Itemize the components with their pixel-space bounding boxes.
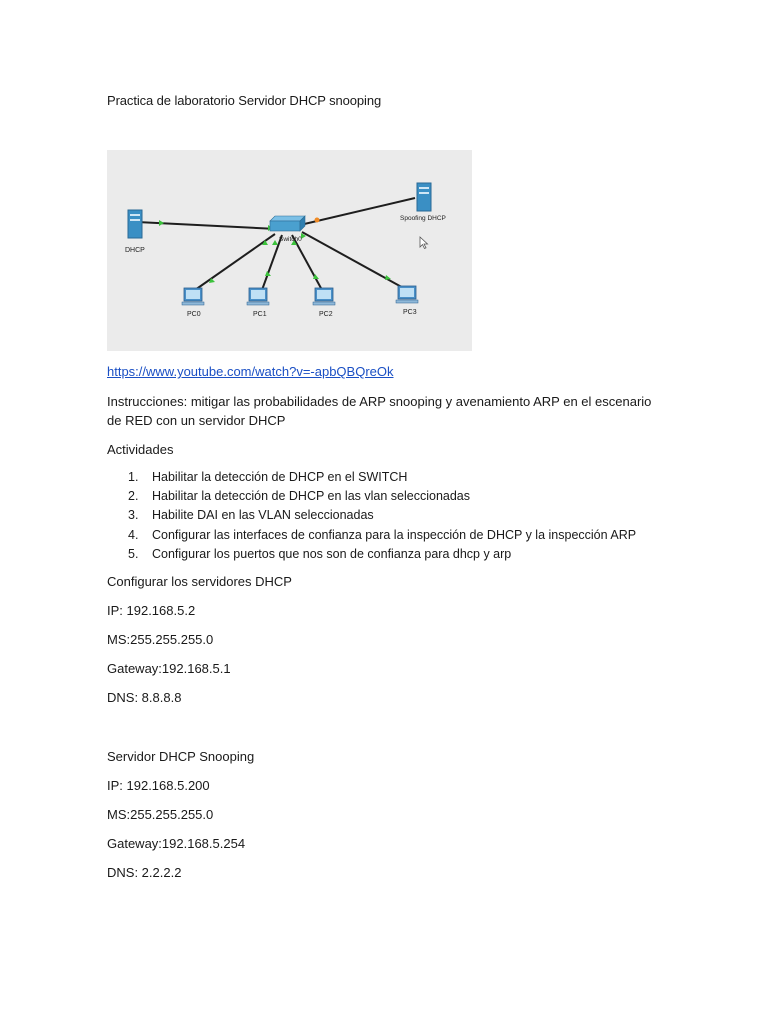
server1-ip: IP: 192.168.5.2 xyxy=(107,603,196,618)
link-switch-pc0 xyxy=(195,234,275,290)
list-item: 3. Habilite DAI en las VLAN seleccionadas xyxy=(128,508,374,523)
page-title: Practica de laboratorio Servidor DHCP snooping xyxy=(107,93,382,108)
pc1-label: PC1 xyxy=(253,311,267,318)
spoofing-server-icon xyxy=(417,183,431,211)
pc2-icon xyxy=(313,288,335,305)
pc2-label: PC2 xyxy=(319,311,333,318)
pc3-icon xyxy=(396,286,418,303)
list-item: 1. Habilitar la detección de DHCP en el SWITCH xyxy=(128,470,408,484)
cursor-icon xyxy=(420,237,428,249)
snooping-server-heading: Servidor DHCP Snooping xyxy=(107,749,255,764)
pc0-label: PC0 xyxy=(187,311,201,318)
link-dhcp-switch xyxy=(137,222,277,229)
server2-mask: MS:255.255.255.0 xyxy=(107,807,214,822)
instructions-paragraph: Instrucciones: mitigar las probabilidades de ARP snooping y avenamiento ARP en el escenario de RED con un servidor DHCP xyxy=(107,394,652,428)
link-switch-pc2 xyxy=(292,235,322,290)
activities-list xyxy=(128,468,636,564)
servers-heading: Configurar los servidores DHCP xyxy=(107,574,292,589)
youtube-link[interactable]: https://www.youtube.com/watch?v=-apbQBQreOk xyxy=(107,364,394,379)
switch-label: Switch0 xyxy=(279,236,302,243)
network-topology-diagram xyxy=(107,150,472,351)
server1-dns: DNS: 8.8.8.8 xyxy=(107,690,182,705)
server1-gateway: Gateway:192.168.5.1 xyxy=(107,661,231,676)
server2-ip: IP: 192.168.5.200 xyxy=(107,778,210,793)
pc3-label: PC3 xyxy=(403,309,417,316)
pc1-icon xyxy=(247,288,269,305)
list-item: 5. Configurar los puertos que nos son de confianza para dhcp y arp xyxy=(128,546,512,561)
activities-heading: Actividades xyxy=(107,442,174,457)
list-item: 2. Habilitar la detección de DHCP en las vlan seleccionadas xyxy=(128,489,470,504)
spoofing-label: Spoofing DHCP xyxy=(400,215,446,222)
server2-dns: DNS: 2.2.2.2 xyxy=(107,865,182,880)
list-item: 4. Configurar las interfaces de confianza para la inspección de DHCP y la inspección ARP xyxy=(128,527,637,542)
pc0-icon xyxy=(182,288,204,305)
server2-gateway: Gateway:192.168.5.254 xyxy=(107,836,246,851)
dhcp-label: DHCP xyxy=(125,247,145,254)
server1-mask: MS:255.255.255.0 xyxy=(107,632,214,647)
dhcp-server-icon xyxy=(128,210,142,238)
switch-icon xyxy=(270,216,305,231)
